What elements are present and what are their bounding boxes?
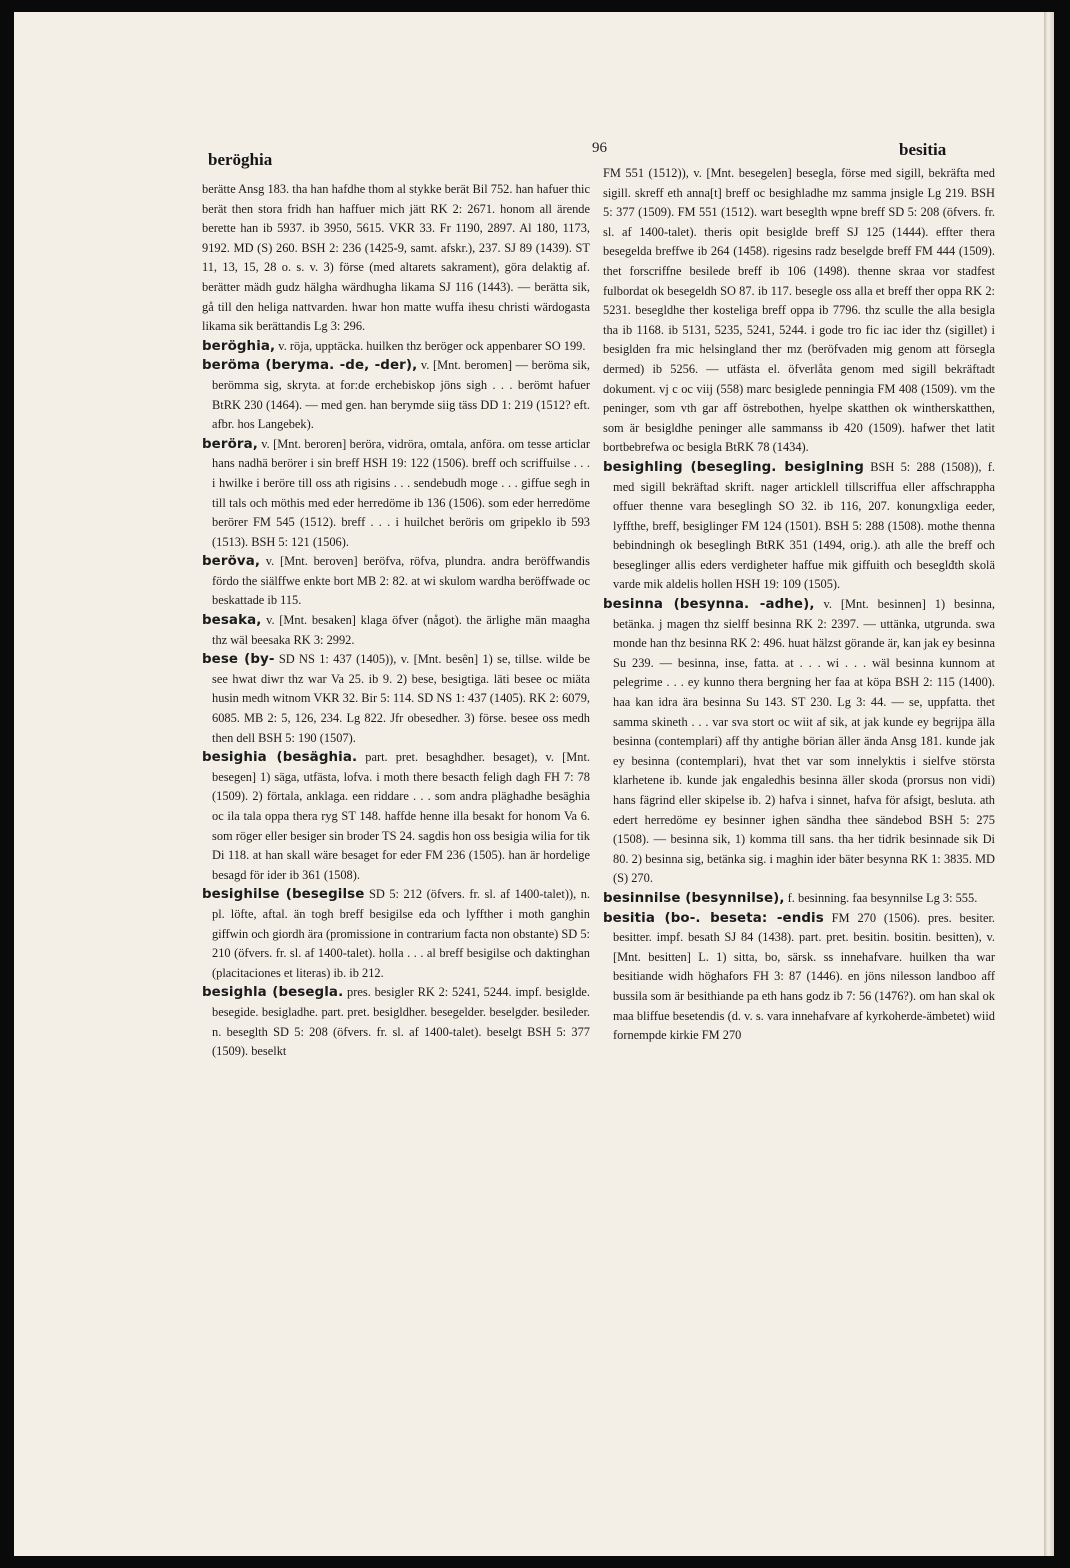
entry-body: part. pret. besaghdher. besaget), v. [Mnt. besegen] 1) säga, utfästa, lofva. i moth there besacth feligh dagh FH 7: 78 (1509). 2) förtala, anklaga. een riddare . . . som andra pläghadhe besäghia oc ila tala oppa thera ryg ST 148. haffde henne illa besakt for honom Va 6. som röger eller besiger sin broder TS 24. sagdis hon oss besigia wilia for tik Di 118. at han skall wäre besaget for eder FM 236 (1505). han är hordelige besagd för ider ib 361 (1508). xyxy=(212,750,590,882)
dictionary-page xyxy=(14,12,1054,1556)
entry-headword: besaka, xyxy=(202,613,262,629)
dictionary-entry xyxy=(603,909,995,1046)
dictionary-entry xyxy=(603,889,995,909)
left-column xyxy=(202,180,590,1062)
entry-headword: besighla (besegla. xyxy=(202,985,344,1001)
dictionary-entry xyxy=(202,356,590,434)
page-edge xyxy=(1044,12,1054,1556)
entry-body: BSH 5: 288 (1508)), f. med sigill bekräftad skrift. nager articklell tillscriffua eller affschrappha offuer thenne vara beseglingh SO 32. ib 116, 207. konungxliga eeder, lyffthe, breff, besiglinger FM 124 (1501). BSH 5: 288 (1508). mothe thenna bebindningh ok beseglingh BtRK 351 (1494, orig.). ath alle the breff och beseglinger allis eders verdigheter haffue mik giffuith och beseglđth skolä varde mik aldelis hollen HSH 19: 109 (1505). xyxy=(613,459,995,592)
dictionary-entry xyxy=(202,611,590,650)
dictionary-entry xyxy=(202,435,590,553)
entry-body: v. [Mnt. beromen] — beröma sik, berömma sig, skryta. at for:de erchebiskop jöns sigh . . . berömt hafuer BtRK 230 (1464). — med gen. han berymde siig täss DD 1: 219 (1512? eft. afbr. hos Langebek). xyxy=(212,358,590,432)
entry-headword: besitia (bo-. beseta: -endis xyxy=(603,910,824,926)
header-left-guideword: beröghia xyxy=(208,150,273,169)
entry-body: v. [Mnt. besaken] klaga öfver (något). the ärlighe män maagha thz wäl beesaka RK 3: 2992. xyxy=(212,613,590,647)
entry-continuation: FM 551 (1512)), v. [Mnt. besegelen] besegla, förse med sigill, bekräfta med sigill. skreff eth anna[t] breff oc besighladhe mz samma jnsigle Lg 219. BSH 5: 377 (1509). FM 551 (1512). wart beseglth wpne breff SD 5: 208 (öfvers. fr. sl. af 1400-talet). theris opit besiglde breff SJ 125 (1444). effter thera besegelda breffwe ib 264 (1458). rigesins radz beselgde breff FM 444 (1509). thet forscriffne besilede breff ib 106 (1498). thenne skraa vor stadfest fulbordat ok besegeldh SO 87. ib 117. besegle oss alla et breff ther oppa RK 2: 5231. besegldhe ther kosteliga breff oppa ib 7796. thz sculle the alla besigla tha ib 1168. ib 5131, 5235, 5241, 5244. i gode tro fic iac ider thz (sigillet) i besiglden fra mic helsingland ther mz (beröfvaden mig genom att försegla dermed) ib 5256. — utfästa el. öfverlåta genom med sigill bekräftadt dokument. vj c oc viij (558) marc besiglede penningia FM 408 (1509). vm the peninger, som vth gar aff östrebothen, hyelpe skatthen ok wintherskatthen, som är besigldhe peninger alle sammanss ib 420 (1509). hafwer thet latit bortbebrefwa oc besigla BtRK 78 (1434). xyxy=(603,166,995,455)
entry-headword: besighia (besäghia. xyxy=(202,750,358,766)
entry-body: v. [Mnt. besinnen] 1) besinna, betänka. j magen thz sielff besinna RK 2: 2397. — uttänka, utgrunda. swa monde han thz besinna RK 2: 496. huat hälzst görande är, kan jak ey besinna Su 239. — besinna, inse, fatta. at . . . wi . . . wäl besinna kunnom at pelegrime . . . ey kunno thera bergning her faa at köpa BSH 2: 115 (1400). haa kan idra ära besinna Su 143. ST 230. Lg 3: 44. — se, uppfatta. thet samma skineth . . . var sva stort oc wiit af sik, at jak kunde ey begrijpa älla besinna (contemplari) aff thy antighe börian äller ända Ansg 181. kunde jak ey besinna (contemplari), hvat thet var som innelyktis i sielfve största klarhetene ib. kunde jak engaledhis besinna äller skoda (prorsus non vidi) hans fägrind eller skipelse ib. 2) hafva i sinnet, hafva för afsigt, besluta. ath edert herredöme ey besinner ighen sändha thee sändebod BSH 5: 275 (1508). — besinna sik, 1) komma till sans. tha her tidrik besinnade sik Di 80. 2) besinna sig, betänka sig. i maghin ider bäter besynna RK 1: 3835. MD (S) 270. xyxy=(613,597,995,886)
entry-body: FM 270 (1506). pres. besiter. besitter. impf. besath SJ 84 (1438). part. pret. besitin. bositin. besitten), v. [Mnt. besitten] L. 1) sitta, bo, särsk. ss innehafvare. huilken tha war besitiande widh höghafors FH 3: 87 (1446). en jöns nilesson landboo aff bussila som är besithiande pa eth hans godz ib 7: 56 (1476?). om han skal ok maa bliffue besetendis (d. v. s. vara innehafvare af kyrkoherde-ämbetet) wiid fornempde kirkie FM 270 xyxy=(613,910,996,1043)
entry-headword: besighling (besegling. besiglning xyxy=(603,459,864,475)
entry-headword: beröma (beryma. -de, -der), xyxy=(202,358,418,374)
entry-headword: besinnilse (besynnilse), xyxy=(603,890,785,906)
entry-headword: bese (by- xyxy=(202,652,275,668)
entry-body: pres. besigler RK 2: 5241, 5244. impf. besiglde. besegide. besigladhe. part. pret. besigldher. besegelder. beselgder. besileder. n. beseglth SD 5: 208 (öfvers. fr. sl. af 1400-talet). beselgt BSH 5: 377 (1509). beselkt xyxy=(212,985,590,1059)
entry-headword: besighilse (besegilse xyxy=(202,887,365,903)
dictionary-entry xyxy=(202,552,590,611)
entry-headword: beröra, xyxy=(202,436,258,452)
entry-body: f. besinning. faa besynnilse Lg 3: 555. xyxy=(784,890,978,905)
entry-body: SD NS 1: 437 (1405)), v. [Mnt. besên] 1) se, tillse. wilde be see hwat diwr thz war Va 25. ib 9. 2) bese, besigtiga. läti besee oc miäta husin medh witnom VKR 32. Bir 5: 114. SD NS 1: 437 (1405). RK 2: 6079, 6085. MB 2: 5, 126, 234. Lg 822. Jfr obesedher. 3) förse. besee oss medh then dell BSH 5: 190 (1507). xyxy=(212,652,590,745)
entry-headword: besinna (besynna. -adhe), xyxy=(603,597,815,613)
entry-body: SD 5: 212 (öfvers. fr. sl. af 1400-talet)), n. pl. löfte, aftal. än togh breff besigilse eda och lyffther i moth ganghin giffwin och giordh ära (promissione in contrarium facta non obstante) SD 5: 210 (öfvers. fr. sl. af 1400-talet). holla . . . al breff besigilse och daktinghan (placitaciones et literas) ib. ib 212. xyxy=(212,887,590,980)
entry-body: v. [Mnt. beroven] beröfva, röfva, plundra. andra beröffwandis fördo the siälffwe enkte bort MB 2: 82. at wi skulom wardha beröffwade oc beskattade ib 115. xyxy=(212,554,590,608)
dictionary-entry xyxy=(603,595,995,889)
entry-headword: beröva, xyxy=(202,554,261,570)
right-column xyxy=(603,164,995,1046)
dictionary-entry xyxy=(202,650,590,748)
entry-headword: beröghia, xyxy=(202,338,276,354)
page-number: 96 xyxy=(592,140,607,156)
dictionary-entry xyxy=(603,458,995,595)
entry-body: v. [Mnt. beroren] beröra, vidröra, omtala, anföra. om tesse articlar hans nadhä berörer i sin breff HSH 19: 122 (1506). breff och scriffuilse . . . i hwilke i beröre till oss ath rigisins . . . sendebudh moge . . . giffue segh in till tals och möthis med eder herredöme ib 136 (1506). som eder herredöme berörer FM 545 (1512). breff . . . i huilchet beröris om gripeklo ib 593 (1513). BSH 5: 121 (1506). xyxy=(212,436,590,549)
entry-body: v. röja, upptäcka. huilken thz beröger ock appenbarer SO 199. xyxy=(275,338,586,353)
entry-continuation: berätte Ansg 183. tha han hafdhe thom al stykke berät Bil 752. han hafuer thic berät then stora fridh han haffuer mich jätt RK 2: 2671. honom all ärende berette han ib 5937. ib 3950, 5615. VKR 33. Fr 1190, 2897. Al 180, 1173, 9192. MD (S) 260. BSH 2: 236 (1425-9, samt. afskr.), 237. SJ 89 (1439). ST 11, 13, 15, 28 o. s. v. 3) förse (med altarets sakrament), göra delaktig af. berätter mädh gudz hälgha wärdhugha likama SJ 116 (1443). — berätta sik, gå till den heliga nattvarden. hwar hon matte wuffa ihesu christi wärdogasta likama sik berättandis Lg 3: 296. xyxy=(202,182,590,334)
header-right-guideword: besitia xyxy=(899,140,947,159)
dictionary-entry xyxy=(202,748,590,885)
dictionary-entry xyxy=(202,885,590,983)
dictionary-entry xyxy=(202,337,590,357)
dictionary-entry xyxy=(202,983,590,1061)
